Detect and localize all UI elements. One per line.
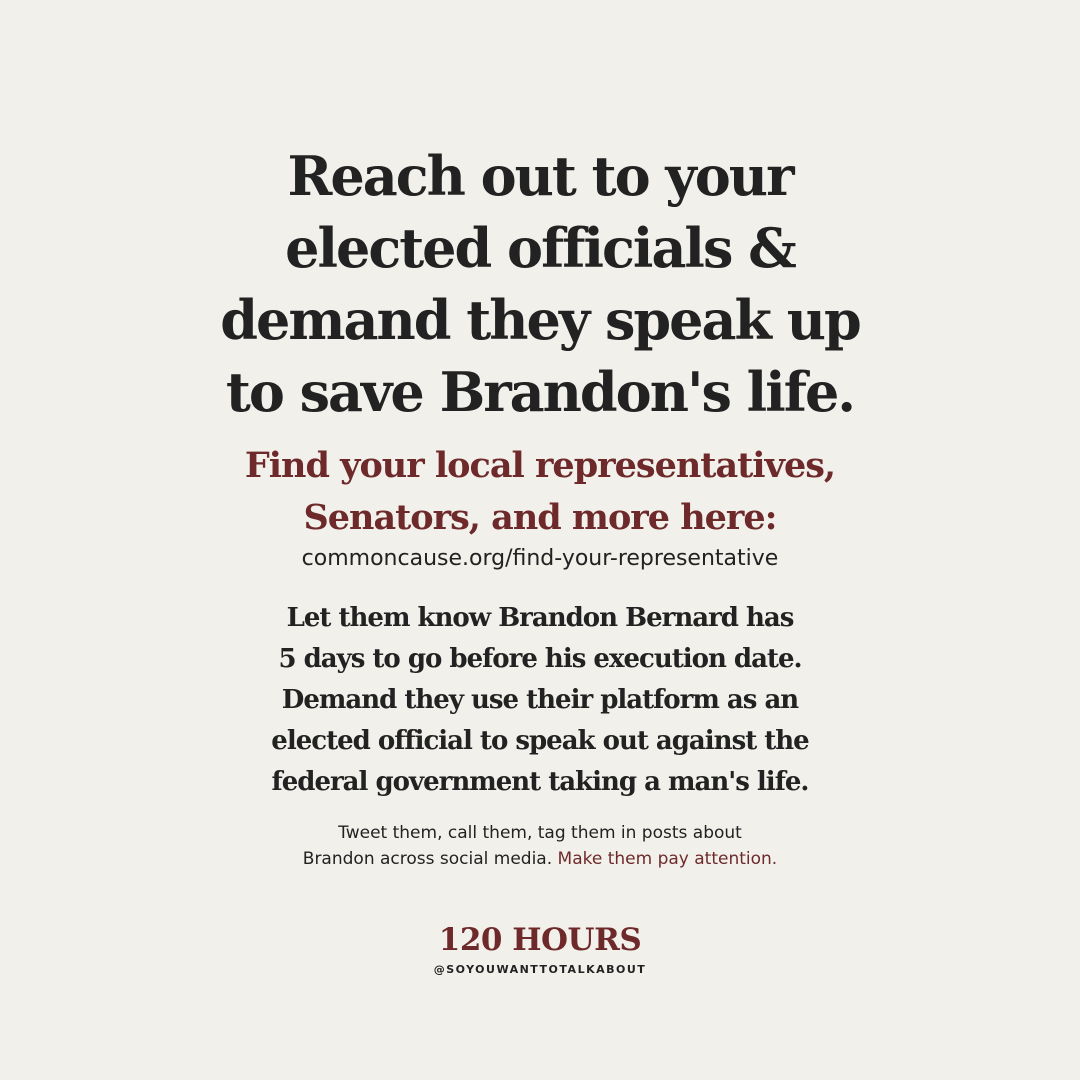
social-handle: @SOYOUWANTTOTALKABOUT [433,963,647,976]
headline-line: demand they speak up [220,288,860,352]
subheading-line: Senators, and more here: [303,497,777,538]
headline-line: to save Brandon's life. [225,360,855,424]
body-paragraph [90,598,990,803]
subheading [90,440,990,544]
brand-title: 120 HOURS [438,922,642,958]
body-line: Demand they use their platform as an [281,685,799,715]
subheading-line: Find your local representatives, [244,445,836,486]
representative-link[interactable]: commoncause.org/find-your-representative [301,546,779,571]
cta-line-1: Tweet them, call them, tag them in posts about [338,823,742,843]
cta-line-2-text: Brandon across social media. [302,849,553,869]
headline [140,140,940,428]
headline-line: elected officials & [285,216,795,280]
body-line: 5 days to go before his execution date. [278,644,802,674]
body-line: federal government taking a man's life. [271,767,809,797]
headline-line: Reach out to your [287,144,793,208]
cta-accent-text: Make them pay attention. [557,849,778,869]
cta-line-2 [140,846,940,872]
call-to-action [140,820,940,872]
body-line: Let them know Brandon Bernard has [286,603,794,633]
body-line: elected official to speak out against the [271,726,809,756]
